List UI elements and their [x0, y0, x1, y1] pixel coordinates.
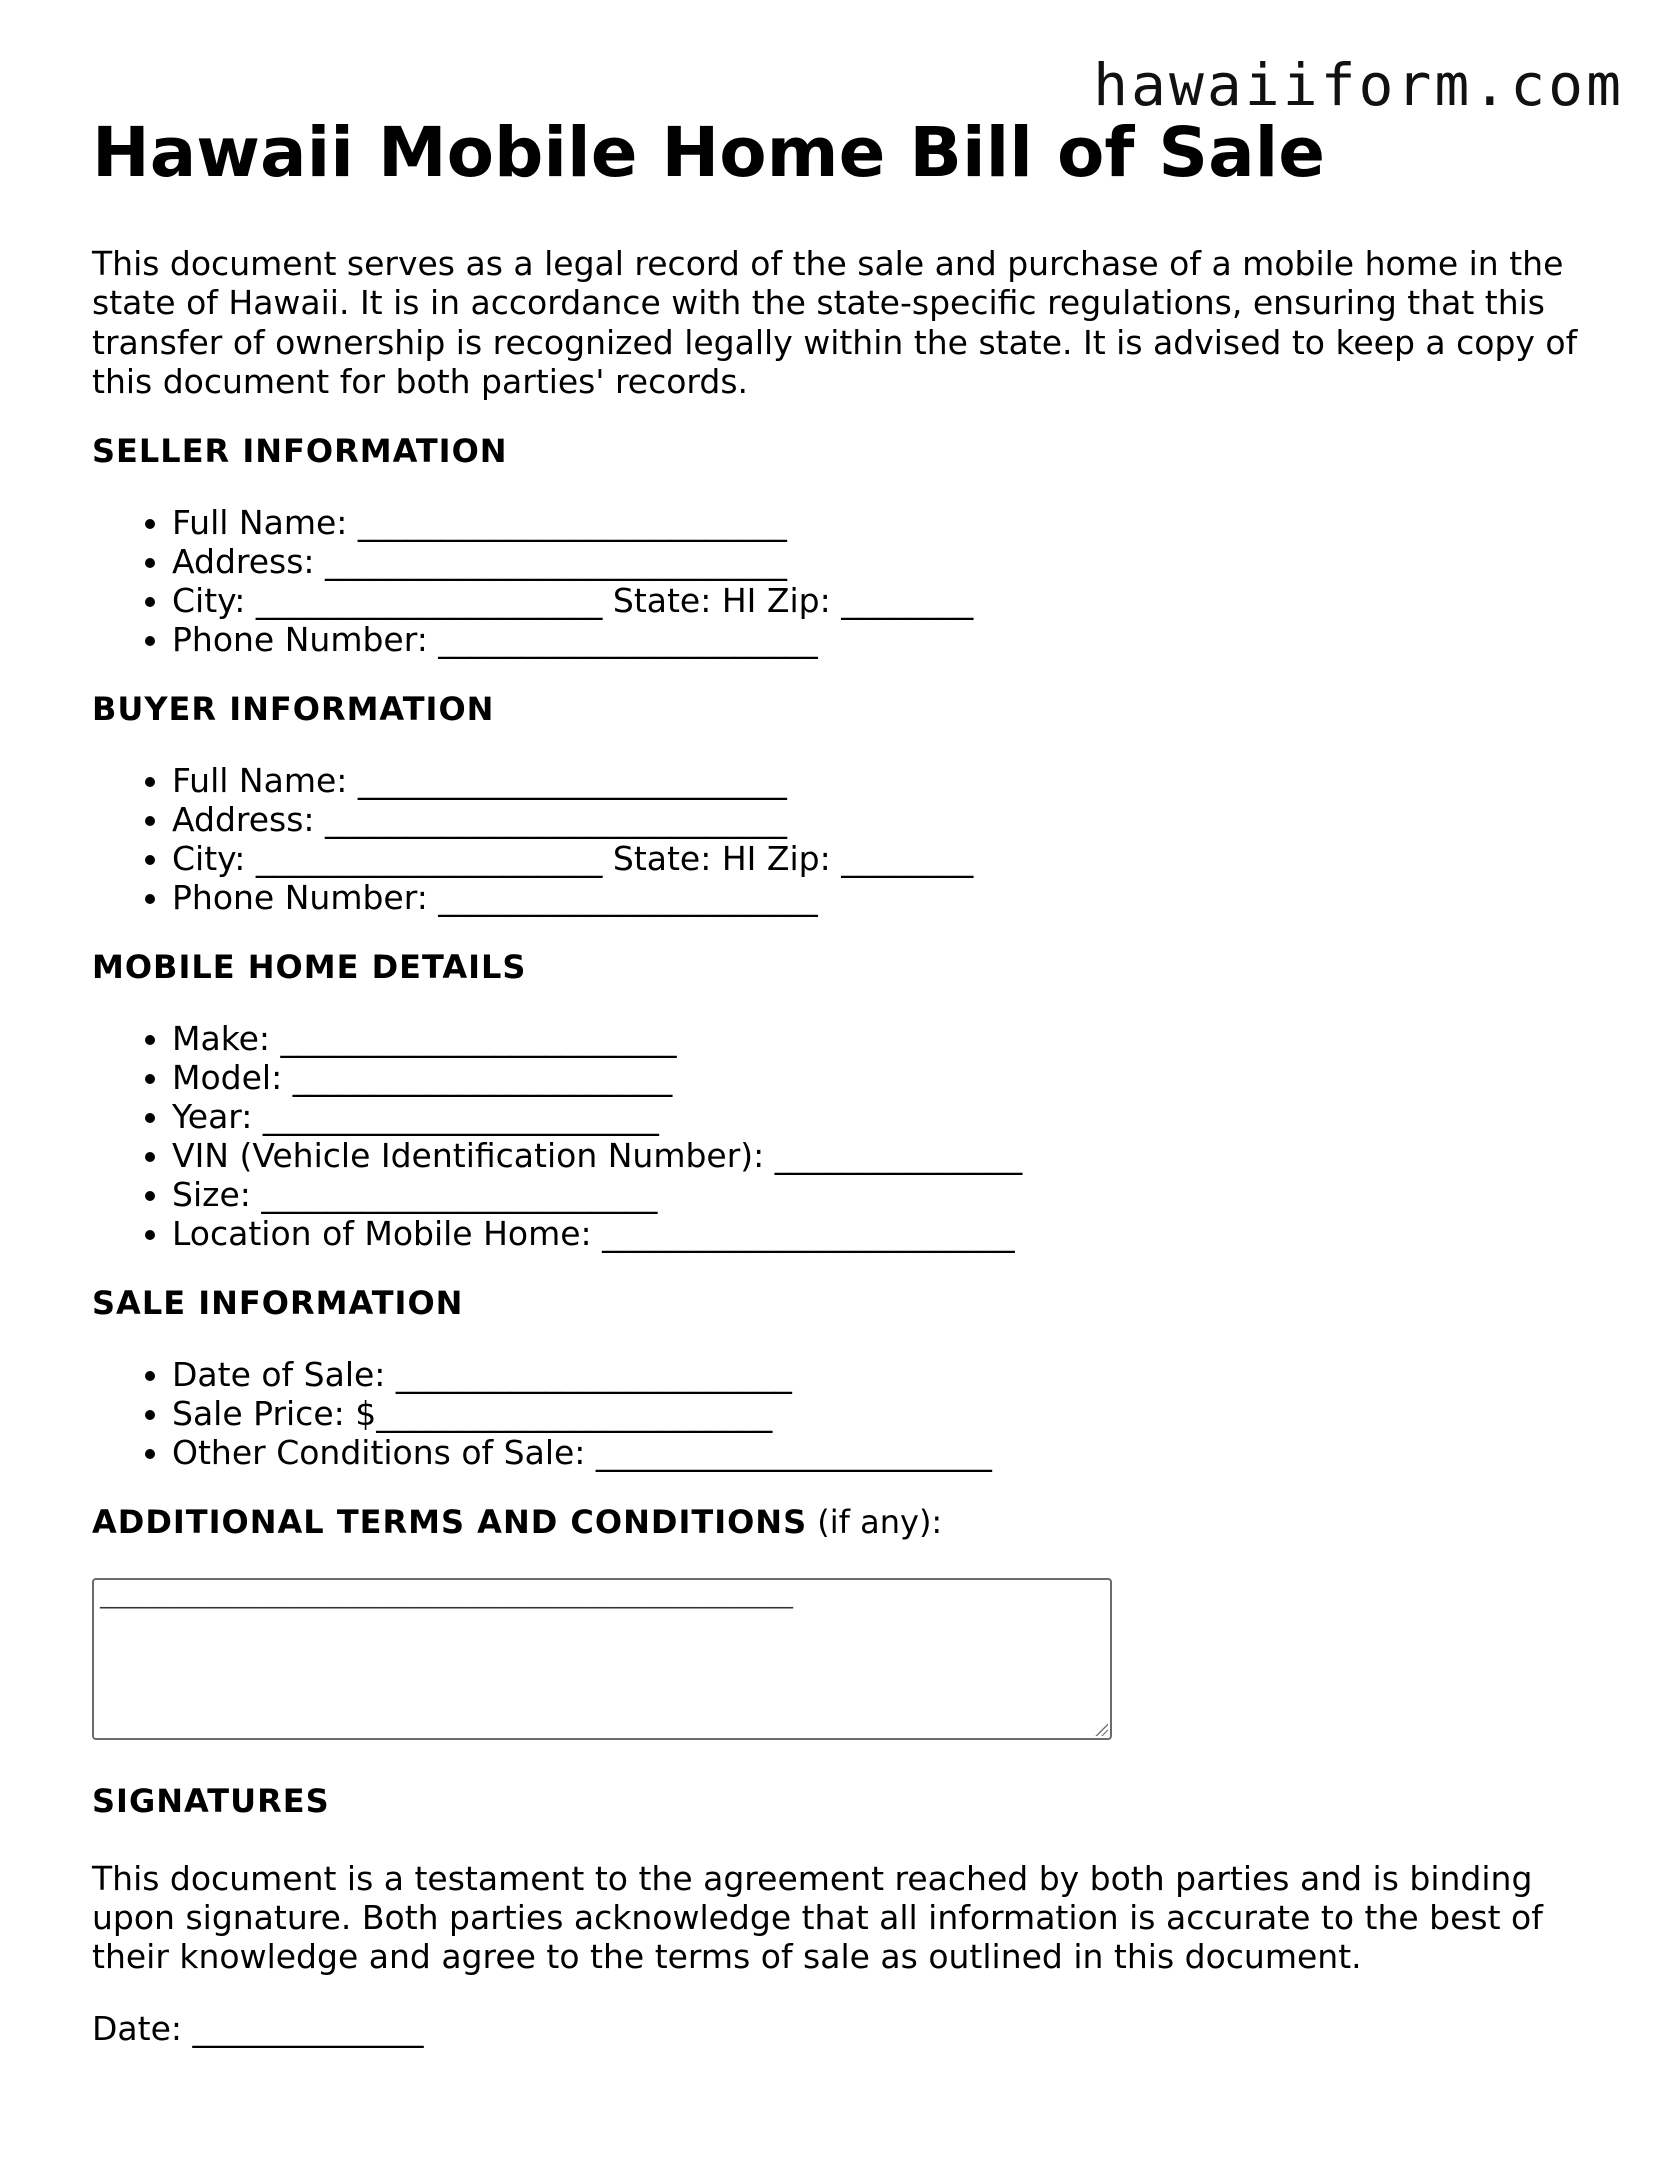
buyer-full-name-field[interactable]: • Full Name: __________________________ [172, 761, 1612, 800]
mobile-home-fields [92, 1019, 1612, 1253]
seller-phone-field[interactable]: • Phone Number: _______________________ [172, 620, 1612, 659]
resize-grip-icon[interactable] [1094, 1722, 1108, 1736]
additional-terms-textarea[interactable] [92, 1578, 1112, 1740]
vin-field[interactable]: • VIN (Vehicle Identification Number): _______________ [172, 1136, 1612, 1175]
intro-paragraph: This document serves as a legal record of the sale and purchase of a mobile home in the state of Hawaii. It is in accordance with the state-specific regulations, ensuring that this transfer of ownership is recognized legally within the state. It is advised to keep a copy of this document for both parties' records. [92, 243, 1578, 402]
sale-fields [92, 1355, 1612, 1472]
sale-price-field[interactable]: • Sale Price: $________________________ [172, 1394, 1612, 1433]
seller-address-field[interactable]: • Address: ____________________________ [172, 542, 1612, 581]
buyer-fields [92, 761, 1612, 917]
mobile-home-heading: MOBILE HOME DETAILS [92, 947, 527, 986]
seller-full-name-field[interactable]: • Full Name: __________________________ [172, 503, 1612, 542]
signature-date-field[interactable]: Date: ______________ [92, 2008, 424, 2048]
buyer-phone-field[interactable]: • Phone Number: _______________________ [172, 878, 1612, 917]
additional-terms-heading-text: ADDITIONAL TERMS AND CONDITIONS [92, 1502, 808, 1541]
page-title: Hawaii Mobile Home Bill of Sale [92, 113, 1326, 193]
year-field[interactable]: • Year: ________________________ [172, 1097, 1612, 1136]
seller-fields [92, 503, 1612, 659]
buyer-city-state-zip-field[interactable]: • City: _____________________ State: HI Zip: ________ [172, 839, 1612, 878]
make-field[interactable]: • Make: ________________________ [172, 1019, 1612, 1058]
location-field[interactable]: • Location of Mobile Home: _________________________ [172, 1214, 1612, 1253]
date-of-sale-field[interactable]: • Date of Sale: ________________________ [172, 1355, 1612, 1394]
additional-terms-value: _______________________________________________________________ [100, 1583, 793, 1609]
seller-heading: SELLER INFORMATION [92, 431, 508, 470]
buyer-address-field[interactable]: • Address: ____________________________ [172, 800, 1612, 839]
size-field[interactable]: • Size: ________________________ [172, 1175, 1612, 1214]
buyer-heading: BUYER INFORMATION [92, 689, 495, 728]
other-conditions-field[interactable]: • Other Conditions of Sale: ________________________ [172, 1433, 1612, 1472]
document-page [92, 113, 1612, 2048]
additional-terms-heading [92, 1503, 1612, 1542]
seller-city-state-zip-field[interactable]: • City: _____________________ State: HI Zip: ________ [172, 581, 1612, 620]
model-field[interactable]: • Model: _______________________ [172, 1058, 1612, 1097]
watermark: hawaiiform.com [1093, 51, 1624, 119]
additional-terms-heading-suffix: (if any): [807, 1502, 943, 1541]
sale-heading: SALE INFORMATION [92, 1283, 464, 1322]
signatures-heading: SIGNATURES [92, 1781, 330, 1820]
signatures-paragraph: This document is a testament to the agreement reached by both parties and is binding upon signature. Both parties acknowledge that all information is accurate to the best of their knowledge and agree to the terms of sale as outlined in this document. [92, 1858, 1543, 1976]
